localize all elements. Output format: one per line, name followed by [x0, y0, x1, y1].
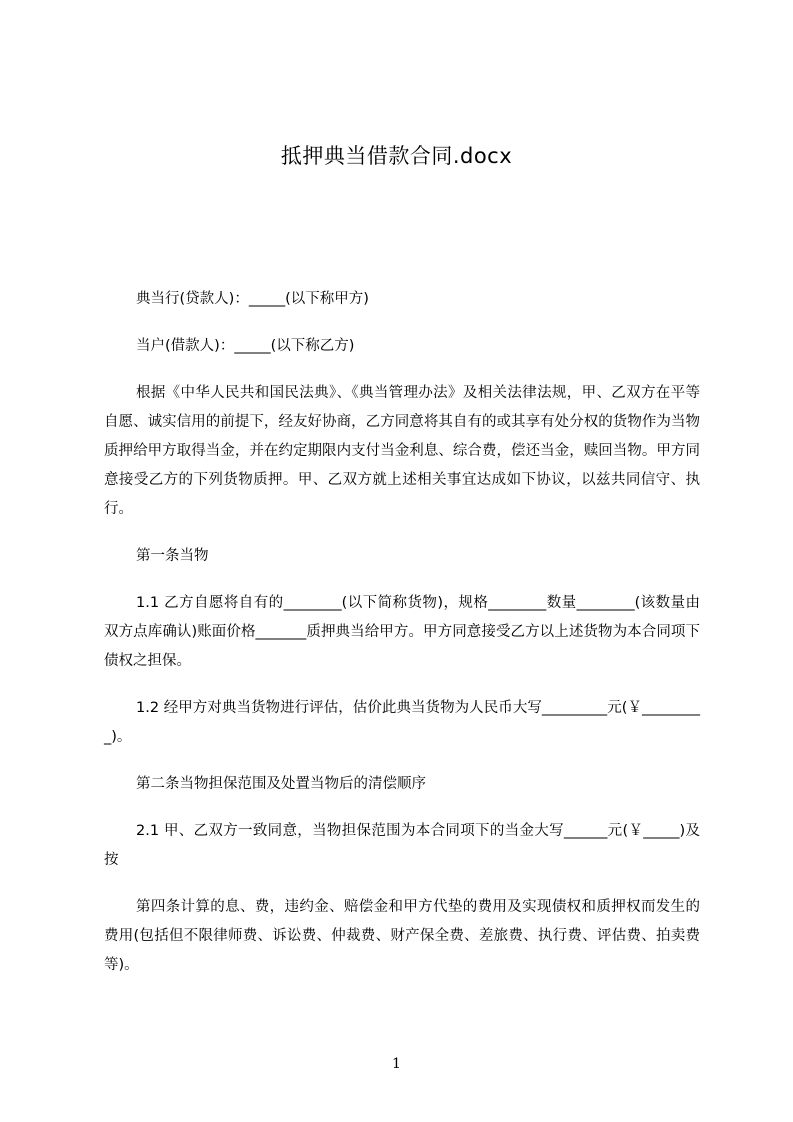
clause-1-2: 1.2 经甲方对典当货物进行评估，估价此典当货物为人民币大写_________元(￥_________)。	[104, 700, 700, 745]
clause-2-1: 2.1 甲、乙双方一致同意，当物担保范围为本合同项下的当金大写______元(￥_____)及按	[104, 823, 700, 868]
article-2-heading: 第二条当物担保范围及处置当物后的清偿顺序	[136, 776, 426, 792]
document-body	[104, 285, 700, 998]
document-title: 抵押典当借款合同.docx	[280, 144, 513, 168]
page-number: 1	[392, 1056, 401, 1072]
borrower-line: 当户(借款人)：_____(以下称乙方)	[136, 338, 355, 354]
preamble-paragraph: 根据《中华人民共和国民法典》、《典当管理办法》及相关法律法规，甲、乙双方在平等自愿、诚实信用的前提下，经友好协商，乙方同意将其自有的或其享有处分权的货物作为当物质押给甲方取得当金，并在约定期限内支付当金利息、综合费，偿还当金，赎回当物。甲方同意接受乙方的下列货物质押。甲、乙双方就上述相关事宜达成如下协议，以兹共同信守、执行。	[104, 385, 700, 517]
lender-line: 典当行(贷款人)：_____(以下称甲方)	[136, 291, 369, 307]
article-1-heading: 第一条当物	[136, 548, 209, 564]
clause-2-1-continued: 第四条计算的息、费，违约金、赔偿金和甲方代垫的费用及实现债权和质押权而发生的费用(包括但不限律师费、诉讼费、仲裁费、财产保全费、差旅费、执行费、评估费、拍卖费等)。	[104, 899, 700, 973]
clause-1-1: 1.1 乙方自愿将自有的________(以下简称货物)，规格________数量________(该数量由双方点库确认)账面价格_______质押典当给甲方。甲方同意接受乙方以上述货物为本合同项下债权之担保。	[104, 595, 700, 669]
